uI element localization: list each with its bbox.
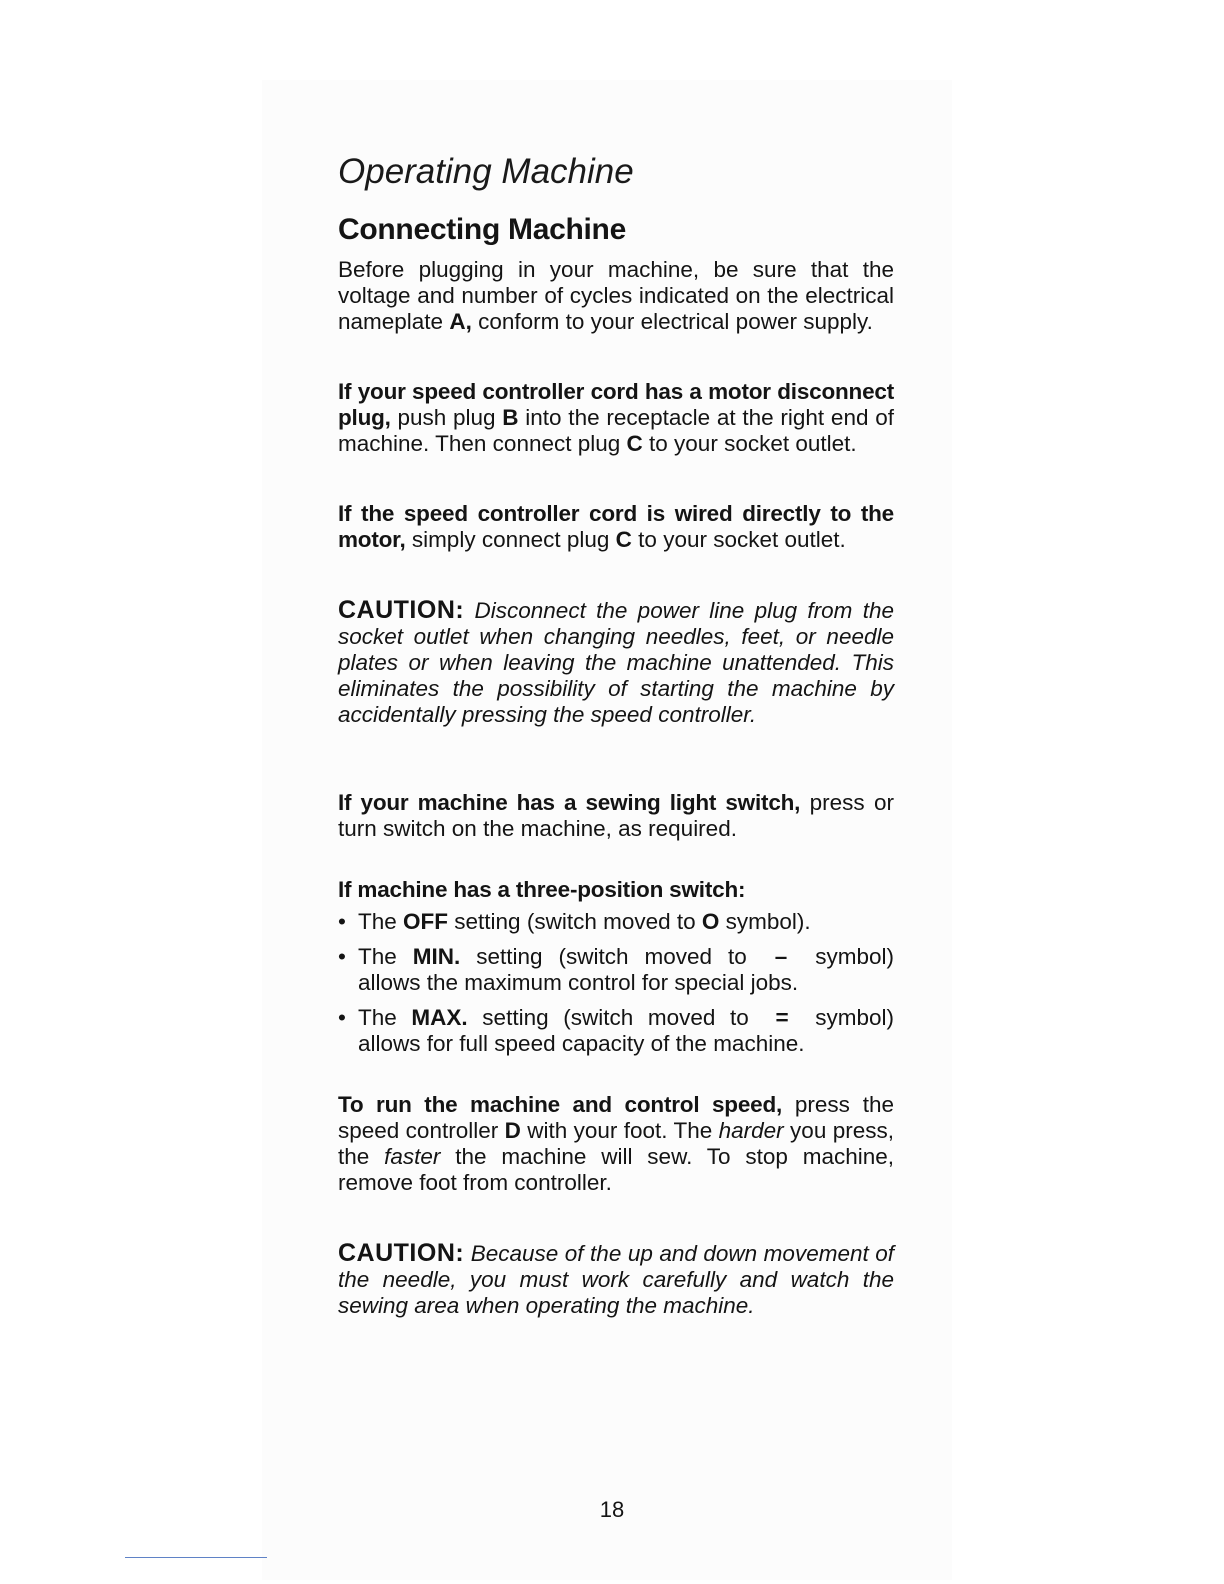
page-number: 18 — [599, 1497, 625, 1522]
symbol-min: – — [774, 944, 788, 969]
wired-direct-paragraph: If the speed controller cord is wired directly to the motor, simply connect plug C to your socket outlet. — [338, 501, 894, 552]
caution-paragraph-2: CAUTION: Because of the up and down movement of the needle, you must work carefully and watch the sewing area when operating the machine. — [338, 1239, 894, 1318]
label-d: D — [504, 1118, 521, 1143]
light-switch-lead: If your machine has a sewing light switch, — [338, 790, 801, 815]
list-item: • The OFF setting (switch moved to O symbol). — [338, 909, 811, 934]
label-b: B — [502, 405, 519, 430]
intro-paragraph: Before plugging in your machine, be sure that the voltage and number of cycles indicated on the electrical nameplate A, conform to your electrical power supply. — [338, 257, 894, 334]
caution-label: CAUTION: — [338, 596, 465, 624]
scan-edge-line — [125, 1557, 267, 1558]
setting-max: MAX. — [411, 1005, 468, 1030]
bullet-icon: • — [338, 1005, 346, 1030]
label-c: C — [626, 431, 643, 456]
switch-settings-list — [338, 909, 894, 1057]
label-a: A, — [449, 309, 472, 334]
three-position-heading: If machine has a three-position switch: — [338, 877, 746, 902]
disconnect-plug-paragraph: If your speed controller cord has a motor disconnect plug, push plug B into the receptacle at the right end of machine. Then connect plug C to your socket outlet. — [338, 379, 894, 456]
run-machine-lead: To run the machine and control speed, — [338, 1092, 783, 1117]
setting-min: MIN. — [412, 944, 461, 969]
bullet-icon: • — [338, 944, 346, 969]
light-switch-paragraph: If your machine has a sewing light switch, press or turn switch on the machine, as required. — [338, 790, 895, 841]
list-item: • The MAX. setting (switch moved to = symbol) allows for full speed capacity of the machine. — [338, 1005, 894, 1056]
bullet-icon: • — [338, 909, 346, 934]
symbol-max: = — [775, 1005, 789, 1030]
label-c: C — [615, 527, 632, 552]
wired-direct-lead: If the speed controller cord is wired directly to the motor, — [338, 501, 894, 552]
run-machine-paragraph: To run the machine and control speed, press the speed controller D with your foot. The harder you press, the faster the machine will sew. To stop machine, remove foot from controller. — [338, 1092, 895, 1195]
disconnect-plug-lead: If your speed controller cord has a motor disconnect plug, — [338, 379, 894, 430]
caution-paragraph-1: CAUTION: Disconnect the power line plug from the socket outlet when changing needles, feet, or needle plates or when leaving the machine unattended. This eliminates the possibility of starting the machine by accidentally pressing the speed controller. — [338, 596, 894, 727]
symbol-off: O — [701, 909, 720, 934]
manual-page-content — [338, 150, 894, 1319]
setting-off: OFF — [403, 909, 449, 934]
caution-label: CAUTION: — [338, 1239, 465, 1267]
section-title: Operating Machine — [338, 152, 634, 191]
page-heading: Connecting Machine — [338, 213, 626, 246]
list-item: • The MIN. setting (switch moved to – symbol) allows the maximum control for special jobs. — [338, 944, 894, 995]
